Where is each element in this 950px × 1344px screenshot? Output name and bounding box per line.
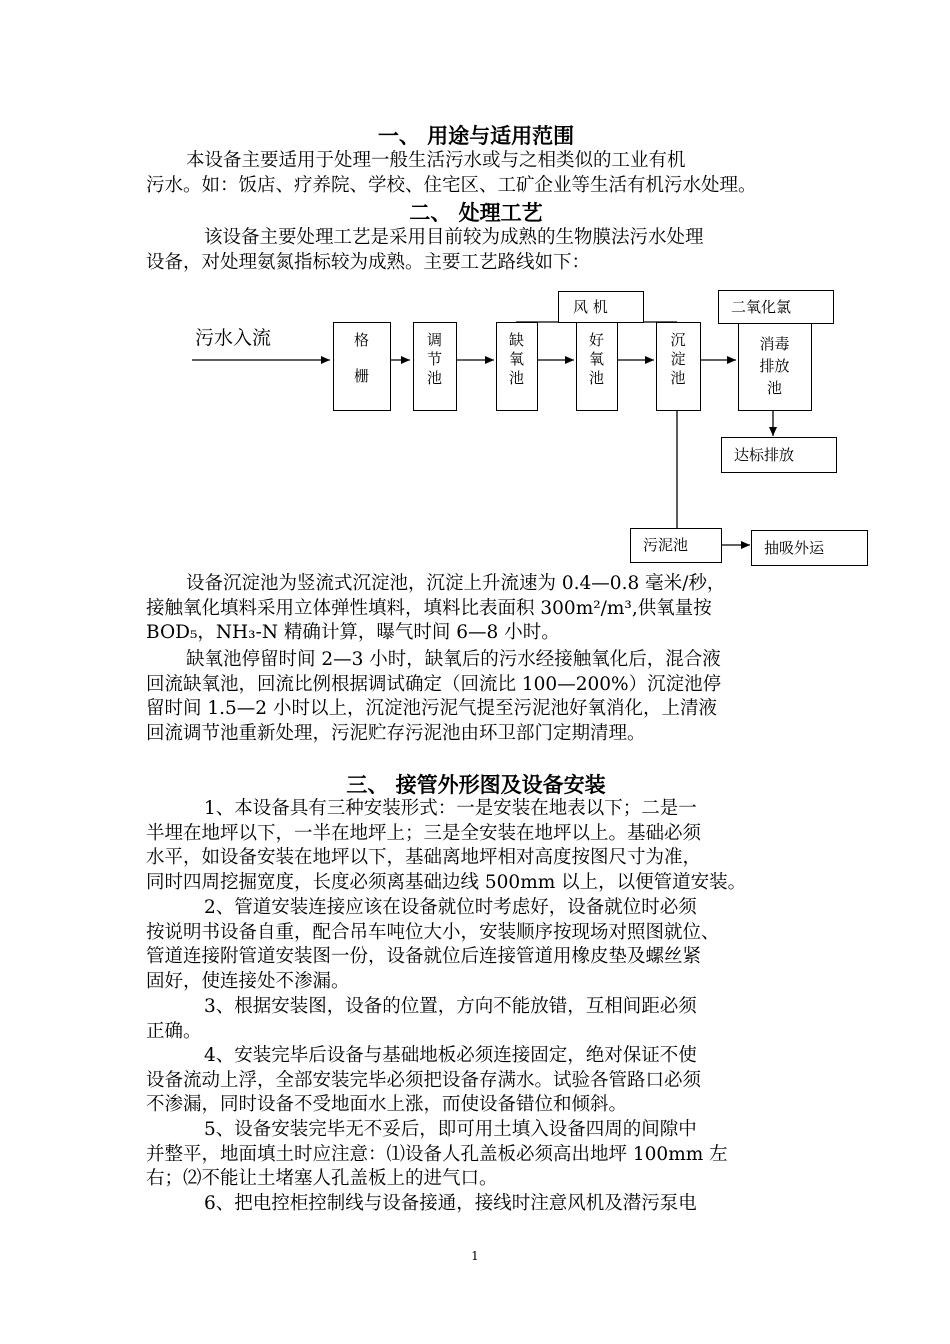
install-item-4 [146, 1044, 814, 1118]
anoxic-description [146, 648, 814, 746]
settling-tank-label: 沉 淀 池 [670, 331, 686, 387]
text-line: 正确。 [146, 1020, 202, 1042]
text-line: 该设备主要处理工艺是采用目前较为成熟的生物膜法污水处理 [204, 227, 704, 248]
haul-away-box [751, 530, 868, 566]
text-line: 3、根据安装图，设备的位置，方向不能放错，互相间距必须 [204, 996, 697, 1017]
chlorine-dioxide-box [718, 290, 834, 324]
haul-away-label: 抽吸外运 [764, 539, 825, 557]
blower-label: 风 机 [573, 298, 608, 316]
anoxic-tank [496, 322, 538, 411]
text-line: 4、安装完毕后设备与基础地板必须连接固定，绝对保证不使 [204, 1045, 697, 1066]
text-line: 并整平，地面填土时应注意：⑴设备人孔盖板必须高出地坪 100mm 左 [146, 1143, 728, 1165]
text-line: 2、管道安装连接应该在设备就位时考虑好，设备就位时必须 [204, 897, 697, 918]
aerobic-tank-label: 好 氧 池 [588, 331, 604, 387]
inlet-label: 污水入流 [195, 327, 272, 349]
section-2-paragraph [146, 226, 814, 275]
screen-unit [333, 322, 391, 411]
text-line: 水平，如设备安装在地坪以下，基础离地坪相对高度按图尺寸为准， [146, 847, 702, 869]
text-line: 回流缺氧池，回流比例根据调试确定（回流比 100—200%）沉淀池停 [146, 673, 722, 695]
section-3-heading: 三、 接管外形图及设备安装 [346, 773, 606, 797]
text-line: 设备流动上浮，全部安装完毕必须把设备存满水。试验各管路口必须 [146, 1069, 702, 1091]
aerobic-tank [576, 322, 618, 411]
text-line: 半埋在地坪以下，一半在地坪上；三是全安装在地坪以上。基础必须 [146, 822, 702, 844]
install-item-1 [146, 797, 814, 895]
anoxic-tank-label: 缺 氧 池 [508, 331, 524, 387]
text-line: 同时四周挖掘宽度，长度必须离基础边线 500mm 以上，以便管道安装。 [146, 871, 747, 893]
section-1-heading: 一、 用途与适用范围 [377, 124, 575, 148]
discharge-label: 达标排放 [734, 446, 795, 464]
text-line: 管道连接附管道安装图一份，设备就位后连接管道用橡皮垫及螺丝紧 [146, 946, 702, 968]
page-number: 1 [471, 1249, 479, 1263]
install-item-6 [146, 1192, 814, 1217]
settling-description [146, 572, 814, 646]
sludge-tank-box [630, 528, 722, 563]
section-1-paragraph [146, 149, 814, 198]
text-line: 固好，使连接处不渗漏。 [146, 970, 350, 992]
text-line: 右；⑵不能让土堵塞人孔盖板上的进气口。 [146, 1168, 498, 1190]
disinfection-tank [738, 322, 812, 411]
text-line: 本设备主要适用于处理一般生活污水或与之相类似的工业有机 [186, 150, 686, 171]
install-item-3 [146, 995, 814, 1044]
settling-tank [656, 322, 701, 411]
text-line: 留时间 1.5—2 小时以上，沉淀池污泥气提至污泥池好氧消化，上清液 [146, 698, 717, 720]
text-line: 不渗漏，同时设备不受地面水上涨，而使设备错位和倾斜。 [146, 1094, 628, 1116]
section-2-heading: 二、 处理工艺 [409, 201, 543, 225]
regulating-tank-label: 调 节 池 [426, 331, 442, 387]
text-line: 5、设备安装完毕无不妥后，即可用土填入设备四周的间隙中 [204, 1119, 697, 1140]
text-line: 按说明书设备自重，配合吊车吨位大小，安装顺序按现场对照图就位、 [146, 921, 720, 943]
text-line: 缺氧池停留时间 2—3 小时，缺氧后的污水经接触氧化后，混合液 [186, 649, 721, 670]
text-line: 回流调节池重新处理，污泥贮存污泥池由环卫部门定期清理。 [146, 722, 646, 744]
text-line: BOD₅，NH₃-N 精确计算，曝气时间 6—8 小时。 [146, 622, 560, 644]
text-line: 接触氧化填料采用立体弹性填料，填料比表面积 300m²/m³,供氧量按 [146, 597, 712, 619]
install-item-2 [146, 896, 814, 994]
text-line: 设备，对处理氨氮指标较为成熟。主要工艺路线如下： [146, 251, 591, 273]
blower-box [558, 291, 644, 323]
text-line: 1、本设备具有三种安装形式：一是安装在地表以下；二是一 [204, 798, 697, 819]
sludge-tank-label: 污泥池 [643, 536, 689, 554]
install-item-5 [146, 1118, 814, 1192]
regulating-tank [413, 322, 457, 411]
text-line: 污水。如：饭店、疗养院、学校、住宅区、工矿企业等生活有机污水处理。 [146, 174, 757, 196]
text-line: 设备沉淀池为竖流式沉淀池，沉淀上升流速为 0.4—0.8 毫米/秒， [186, 573, 726, 594]
discharge-box [721, 437, 837, 473]
screen-label: 格 栅 [353, 331, 369, 385]
chlorine-dioxide-label: 二氧化氯 [731, 298, 792, 316]
disinfection-tank-label: 消毒 排放 池 [759, 335, 790, 397]
text-line: 6、把电控柜控制线与设备接通，接线时注意风机及潜污泵电 [204, 1193, 697, 1214]
